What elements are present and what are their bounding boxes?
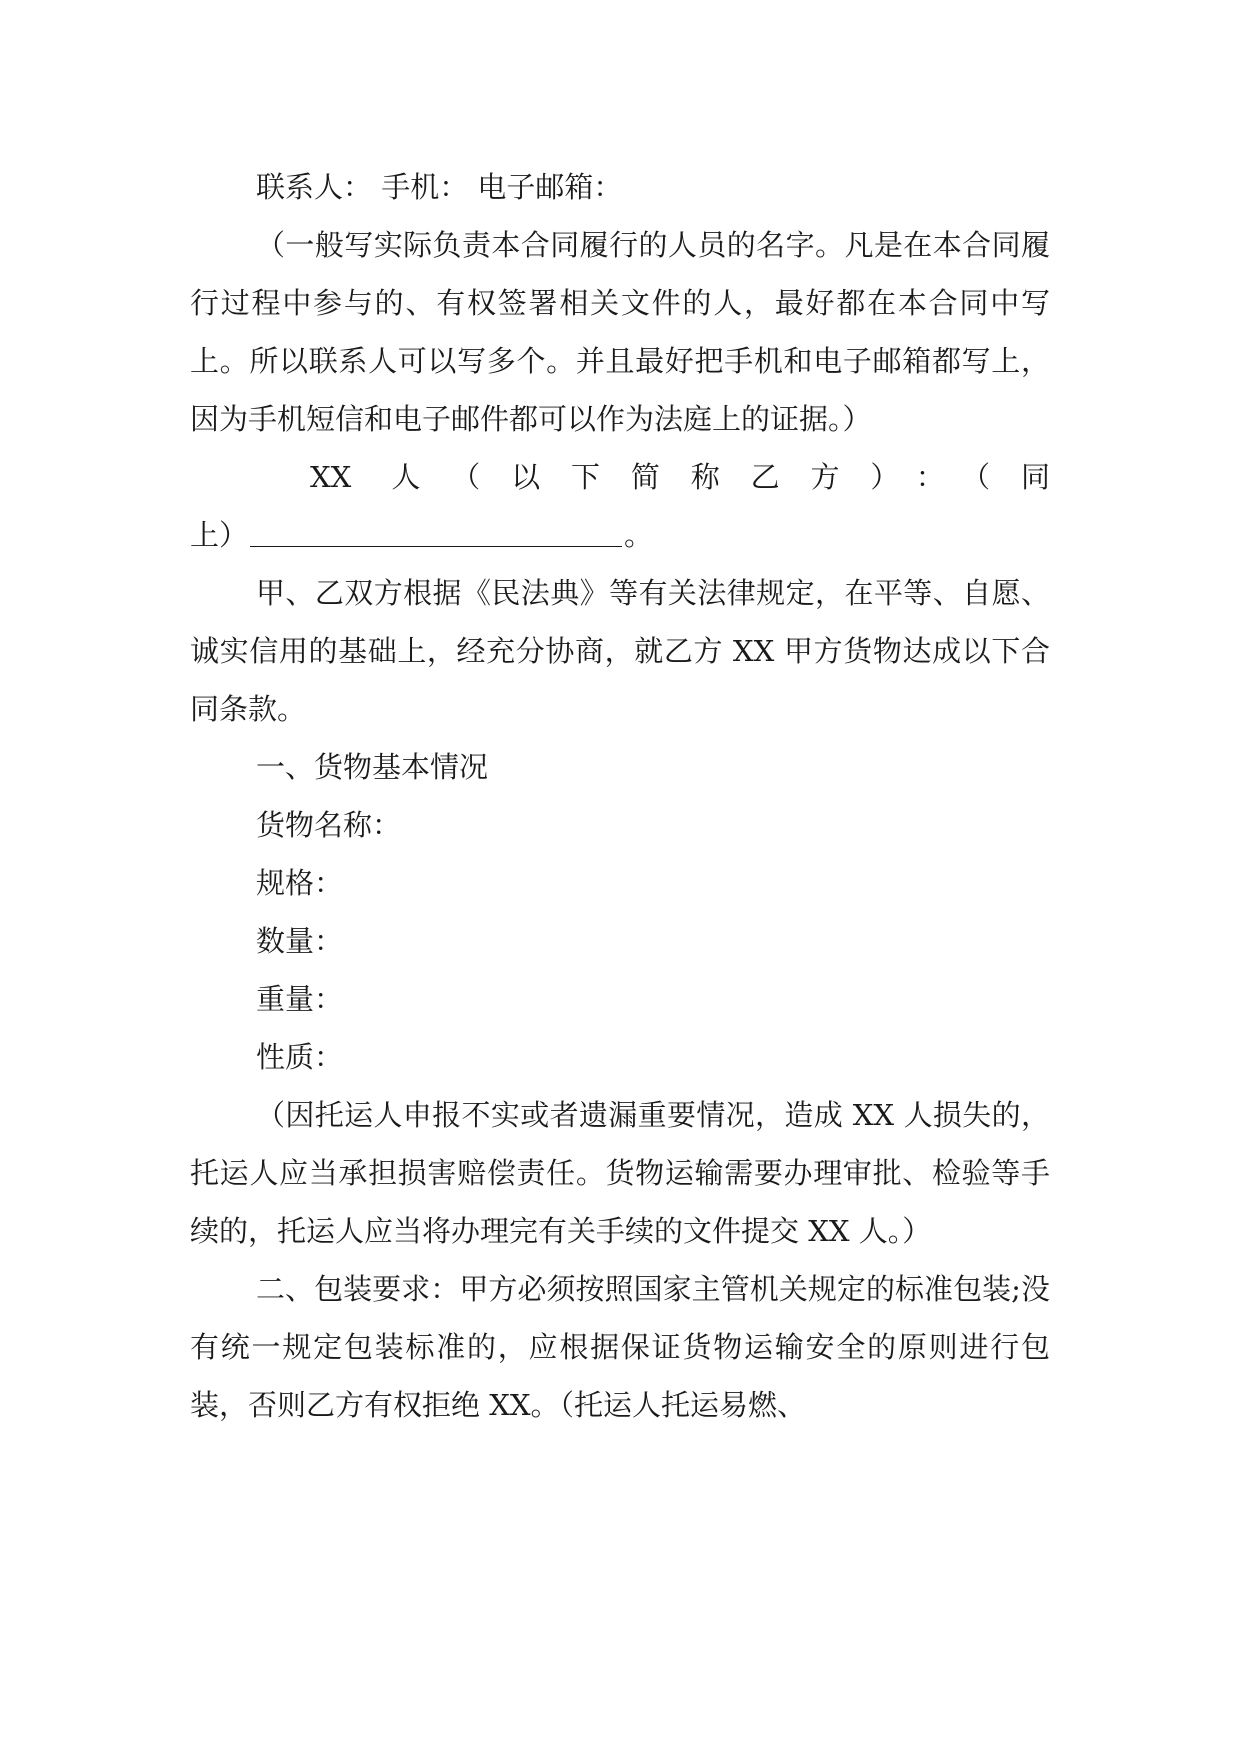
party-b-line-continued: [190, 506, 1050, 564]
section-2-paragraph: 二、包装要求：甲方必须按照国家主管机关规定的标准包装;没有统一规定包装标准的，应根据保证货物运输安全的原则进行包装，否则乙方有权拒绝 XX。（托运人托运易燃、: [190, 1272, 1050, 1422]
party-b-line: [190, 448, 1050, 506]
field-nature: 性质：: [256, 1040, 344, 1074]
section-1-note: （因托运人申报不实或者遗漏重要情况，造成 XX 人损失的，托运人应当承担损害赔偿责任。货物运输需要办理审批、检验等手续的，托运人应当将办理完有关手续的文件提交 XX 人。）: [190, 1098, 1050, 1248]
party-b-suffix: 。: [624, 518, 654, 552]
field-goods-name: 货物名称：: [256, 808, 402, 842]
contact-note: （一般写实际负责本合同履行的人员的名字。凡是在本合同履行过程中参与的、有权签署相关文件的人，最好都在本合同中写上。所以联系人可以写多个。并且最好把手机和电子邮箱都写上，因为手机短信和电子邮件都可以作为法庭上的证据。）: [190, 228, 1050, 436]
intro-paragraph: 甲、乙双方根据《民法典》等有关法律规定，在平等、自愿、诚实信用的基础上，经充分协商，就乙方 XX 甲方货物达成以下合同条款。: [190, 576, 1050, 726]
party-b-text: XX 人（以下简称乙方）：（同: [310, 460, 1050, 494]
party-b-prefix: 上）: [190, 518, 249, 552]
blank-underline: [250, 545, 622, 547]
field-specification: 规格：: [256, 866, 344, 900]
contact-line: 联系人： 手机： 电子邮箱：: [256, 170, 623, 204]
section-1-title: 一、货物基本情况: [256, 750, 489, 784]
field-weight: 重量：: [256, 982, 344, 1016]
document-body: [190, 158, 1050, 1434]
field-quantity: 数量：: [256, 924, 344, 958]
